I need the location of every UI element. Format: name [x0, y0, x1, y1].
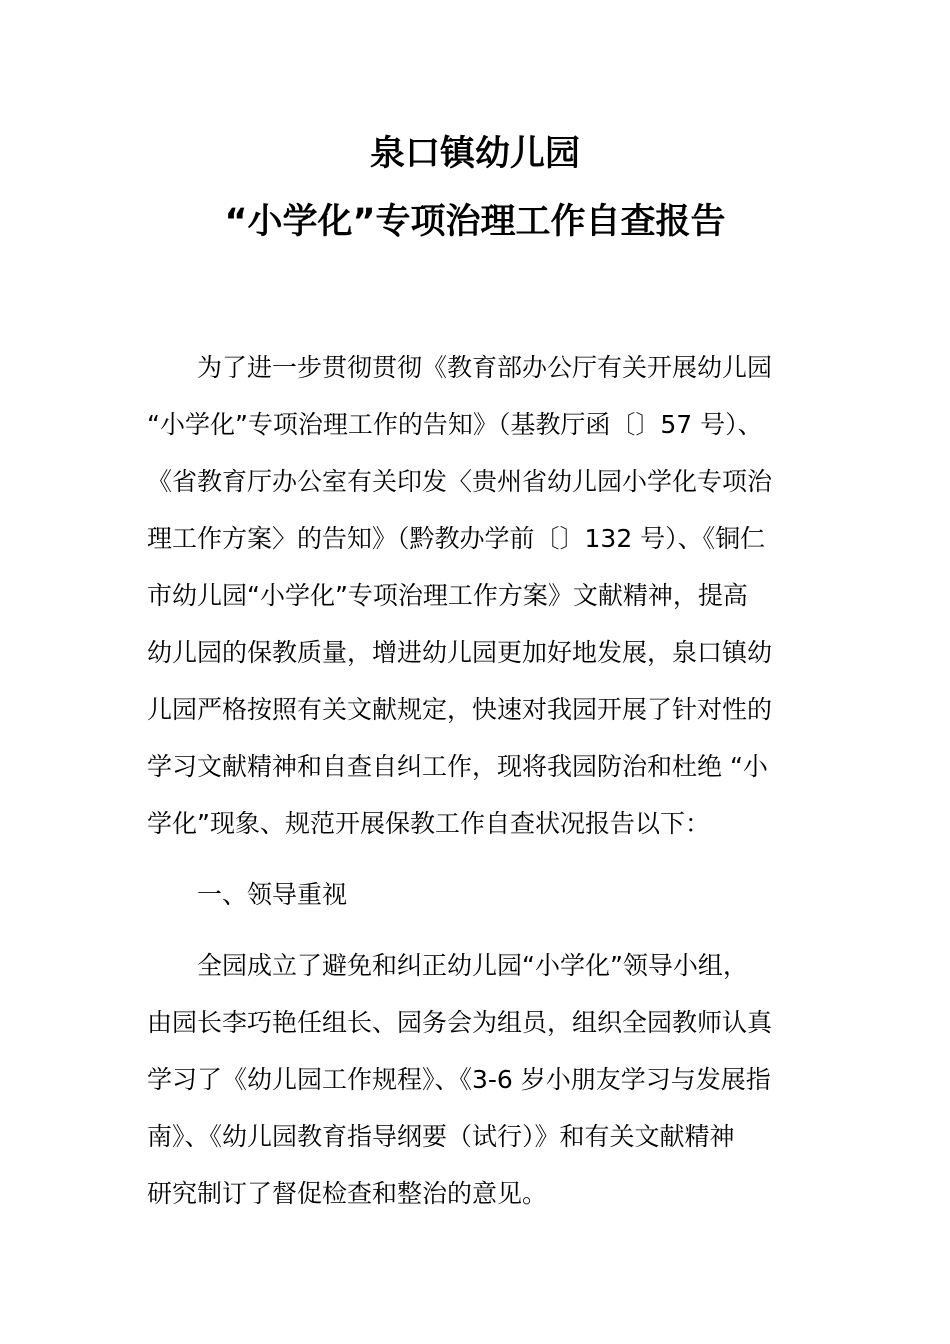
section-heading: 一、领导重视 [147, 880, 348, 909]
paragraph-line: 南》、《幼儿园教育指导纲要（试行）》和有关文献精神 [147, 1122, 735, 1151]
paragraph-line: 为了进一步贯彻贯彻《教育部办公厅有关开展幼儿园 [147, 353, 773, 382]
paragraph-line: 儿园严格按照有关文献规定，快速对我园开展了针对性的 [147, 695, 773, 724]
paragraph-line: 学习了《幼儿园工作规程》、《3-6 岁小朋友学习与发展指 [147, 1065, 771, 1094]
paragraph-line: 市幼儿园“小学化”专项治理工作方案》文献精神，提高 [147, 581, 748, 610]
paragraph-line: 学化”现象、规范开展保教工作自查状况报告以下： [147, 809, 710, 838]
paragraph-line: 理工作方案〉的告知》（黔教办学前〔〕132 号）、《铜仁 [147, 524, 766, 553]
paragraph-line: 幼儿园的保教质量，增进幼儿园更加好地发展，泉口镇幼 [147, 638, 773, 667]
paragraph-line: “小学化”专项治理工作的告知》（基教厅函〔〕57 号）、 [147, 410, 763, 439]
document-title-line-1: 泉口镇幼儿园 [369, 134, 580, 174]
paragraph-line: 由园长李巧艳任组长、园务会为组员，组织全园教师认真 [147, 1008, 773, 1037]
document-title-line-2: “小学化”专项治理工作自查报告 [224, 202, 726, 242]
paragraph-line: 《省教育厅办公室有关印发〈贵州省幼儿园小学化专项治 [147, 467, 773, 496]
paragraph-line: 研究制订了督促检查和整治的意见。 [147, 1179, 548, 1208]
paragraph-line: 学习文献精神和自查自纠工作，现将我园防治和杜绝 “小 [147, 752, 768, 781]
paragraph-line: 全园成立了避免和纠正幼儿园“小学化”领导小组， [147, 951, 748, 980]
